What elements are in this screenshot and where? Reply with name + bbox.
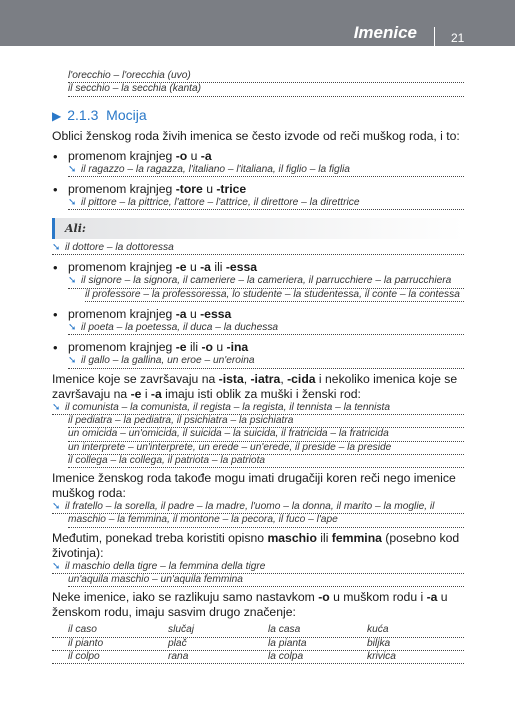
example-line: ➘ il maschio della tigre – la femmina della tigre [52, 561, 464, 574]
example-line: l'orecchio – l'orecchia (uvo) [68, 70, 464, 83]
example-line: ➘ il pittore – la pittrice, l'attore – l'attrice, il direttore – la direttrice [68, 197, 464, 210]
arrow-icon: ➘ [52, 242, 61, 254]
example-line: ➘ il dottore – la dottoressa [52, 242, 464, 255]
example-line: ➘ il poeta – la poetessa, il duca – la duchessa [68, 322, 464, 335]
example-line: ➘ il fratello – la sorella, il padre – la madre, l'uomo – la donna, il marito – la moglie, il [52, 501, 464, 514]
page-content [52, 70, 464, 664]
example-line: il collega – la collega, il patriota – la patriota [68, 455, 464, 468]
example-line: maschio – la femmina, il montone – la pecora, il fuco – l'ape [68, 514, 464, 527]
example-line: ➘ il ragazzo – la ragazza, l'italiano – l'italiana, il figlio – la figlia [68, 164, 464, 177]
table-cell: la casa [268, 624, 301, 636]
rule-bullet: • promenom krajnjeg -e ili -o u -ina [52, 340, 464, 355]
rule-bullet: • promenom krajnjeg -a u -essa [52, 307, 464, 322]
note-box: Ali: [52, 218, 464, 239]
arrow-icon: ➘ [68, 163, 77, 175]
example-line: il secchio – la secchia (kanta) [68, 83, 464, 96]
arrow-icon: ➘ [68, 275, 77, 287]
section-title: Mocija [106, 106, 147, 123]
example-line: un omicida – un'omicida, il suicida – la suicida, il fratricida – la fratricida [68, 428, 464, 441]
section-heading [52, 107, 464, 126]
arrow-icon: ➘ [52, 560, 61, 572]
table-cell: il pianto [68, 637, 104, 649]
table-cell: slučaj [168, 624, 195, 636]
table-cell: il colpo [68, 650, 100, 662]
chapter-title: Imenice [353, 23, 417, 42]
example-line: ➘ il signore – la signora, il cameriere – la cameriera, il parrucchiere – la parrucchiera [68, 275, 464, 288]
rule-paragraph: Međutim, ponekad treba koristiti opisno maschio ili femmina (posebno kod životinja): [52, 530, 460, 560]
table-cell: rana [168, 650, 189, 662]
example-line: un'aquila maschio – un'aquila femmina [68, 574, 464, 587]
page-number: 21 [451, 31, 465, 45]
rule-bullet: • promenom krajnjeg -e u -a ili -essa [52, 260, 464, 275]
table-row [52, 624, 464, 637]
example-line: il professore – la professoressa, lo studente – la studentessa, il conte – la contessa [85, 289, 464, 302]
intro-paragraph: Oblici ženskog roda živih imenica se često izvode od reči muškog roda, i to: [52, 128, 460, 143]
table-cell: plač [168, 637, 187, 649]
triangle-bullet-icon: ▶ [52, 108, 62, 123]
table-row [52, 638, 464, 651]
header-divider [434, 27, 435, 49]
rule-bullet: • promenom krajnjeg -o u -a [52, 149, 464, 164]
table-cell: krivica [367, 650, 396, 662]
rule-paragraph: Imenice koje se završavaju na -ista, -iatra, -cida i nekoliko imenica koje se završavaju na -e i -a imaju isti oblik za muški i ženski rod: [52, 371, 458, 401]
arrow-icon: ➘ [68, 322, 77, 334]
table-cell: kuća [367, 624, 389, 636]
example-line: il pediatra – la pediatra, il psichiatra – la psichiatra [68, 415, 464, 428]
table-cell: la colpa [268, 650, 304, 662]
rule-paragraph: Neke imenice, iako se razlikuju samo nastavkom -o u muškom rodu i -a u ženskom rodu, imaju sasvim drugo značenje: [52, 590, 448, 620]
arrow-icon: ➘ [68, 355, 77, 367]
section-number: 2.1.3 [67, 106, 99, 123]
example-line: ➘ il gallo – la gallina, un eroe – un'eroina [68, 355, 464, 368]
table-cell: biljka [367, 637, 391, 649]
rule-bullet: • promenom krajnjeg -tore u -trice [52, 182, 464, 197]
table-row [52, 651, 464, 664]
example-line: ➘ il comunista – la comunista, il regista – la regista, il tennista – la tennista [52, 402, 464, 415]
vocabulary-table [52, 624, 464, 664]
page-header [0, 0, 515, 46]
arrow-icon: ➘ [68, 196, 77, 208]
arrow-icon: ➘ [52, 501, 61, 513]
table-cell: il caso [68, 624, 97, 636]
rule-paragraph: Imenice ženskog roda takođe mogu imati drugačiji koren reči nego imenice muškog roda: [52, 471, 456, 501]
example-line: un interprete – un'interprete, un erede – un'erede, il preside – la preside [68, 442, 464, 455]
table-cell: la pianta [268, 637, 307, 649]
arrow-icon: ➘ [52, 401, 61, 413]
